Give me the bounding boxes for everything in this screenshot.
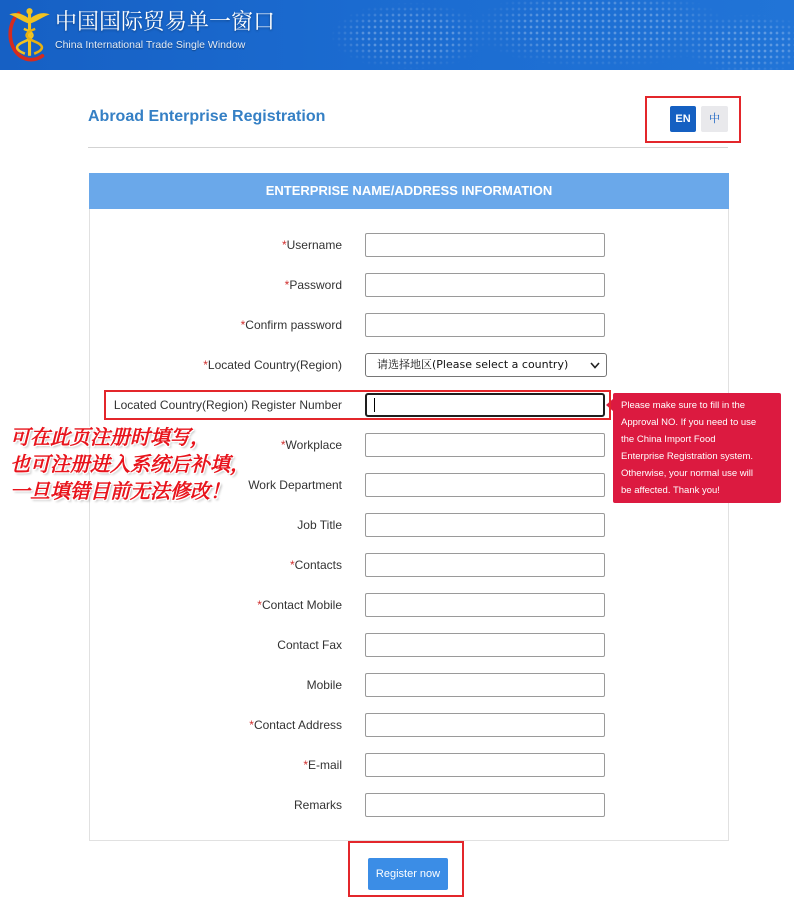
form-row-contact-fax	[89, 633, 729, 657]
tooltip-line: Otherwise, your normal use will	[621, 468, 753, 479]
arrow-left-icon	[606, 399, 613, 411]
form-row-username	[89, 233, 729, 257]
workplace-label-text: Workplace	[285, 438, 342, 452]
form-row-located-country	[89, 353, 729, 377]
required-mark: *	[303, 758, 308, 772]
annotation-line: 一旦填错目前无法修改！	[10, 479, 230, 503]
job-title-label	[89, 513, 342, 537]
title-divider	[88, 147, 728, 148]
contacts-label	[89, 553, 342, 577]
required-mark: *	[289, 558, 295, 572]
country-select-value: 请选择地区(Please select a country)	[377, 358, 569, 371]
password-input[interactable]	[365, 273, 605, 297]
confirm-password-label-text: Confirm password	[245, 318, 342, 332]
annotation-line: 也可注册进入系统后补填，	[10, 452, 250, 476]
contact-address-input[interactable]	[365, 713, 605, 737]
form-row-password	[89, 273, 729, 297]
form-row-email	[89, 753, 729, 777]
mobile-input[interactable]	[365, 673, 605, 697]
contact-fax-input[interactable]	[365, 633, 605, 657]
contacts-input[interactable]	[365, 553, 605, 577]
site-title-en: China International Trade Single Window	[55, 39, 246, 51]
required-mark: *	[281, 238, 287, 252]
register-number-tooltip	[613, 393, 781, 503]
site-header	[0, 0, 794, 70]
contact-mobile-label-text: Contact Mobile	[261, 598, 342, 612]
tooltip-line: the China Import Food	[621, 434, 716, 445]
work-department-input[interactable]	[365, 473, 605, 497]
language-cn-button[interactable]: 中	[701, 106, 728, 132]
required-mark: *	[240, 318, 246, 332]
username-label	[89, 233, 342, 257]
language-en-button[interactable]: EN	[670, 106, 696, 132]
form-row-contact-address	[89, 713, 729, 737]
password-label-text: Password	[289, 278, 342, 292]
contacts-label-text: Contacts	[294, 558, 342, 572]
form-row-contacts	[89, 553, 729, 577]
confirm-password-label	[89, 313, 342, 337]
chevron-down-icon	[590, 362, 600, 369]
required-mark: *	[257, 598, 262, 612]
register-now-button[interactable]: Register now	[368, 858, 448, 890]
contact-mobile-label	[89, 593, 342, 617]
remarks-label-text: Remarks	[293, 798, 342, 812]
country-select[interactable]	[365, 353, 607, 377]
email-label-text: E-mail	[307, 758, 342, 772]
located-country-label	[89, 353, 342, 377]
register-number-label-text: Located Country(Region) Register Number	[113, 398, 342, 412]
form-row-job-title	[89, 513, 729, 537]
annotation-line: 可在此页注册时填写，	[10, 425, 210, 449]
required-mark: *	[280, 438, 286, 452]
username-label-text: Username	[286, 238, 342, 252]
mobile-label-text: Mobile	[306, 678, 342, 692]
register-number-label	[89, 393, 342, 417]
tooltip-line: be affected. Thank you!	[621, 485, 720, 496]
tooltip-line: Enterprise Registration system.	[621, 451, 753, 462]
contact-address-label-text: Contact Address	[253, 718, 342, 732]
form-row-mobile	[89, 673, 729, 697]
section-header: ENTERPRISE NAME/ADDRESS INFORMATION	[89, 173, 729, 209]
work-department-label-text: Work Department	[248, 478, 342, 492]
password-label	[89, 273, 342, 297]
required-mark: *	[284, 278, 290, 292]
contact-fax-label-text: Contact Fax	[277, 638, 342, 652]
tooltip-line: Please make sure to fill in the	[621, 400, 746, 411]
job-title-label-text: Job Title	[297, 518, 342, 532]
required-mark: *	[203, 358, 208, 372]
tooltip-line: Approval NO. If you need to use	[621, 417, 757, 428]
form-row-contact-mobile	[89, 593, 729, 617]
register-number-input[interactable]	[365, 393, 605, 417]
remarks-input[interactable]	[365, 793, 605, 817]
email-label	[89, 753, 342, 777]
annotation-note	[10, 424, 250, 505]
email-input[interactable]	[365, 753, 605, 777]
job-title-input[interactable]	[365, 513, 605, 537]
contact-address-label	[89, 713, 342, 737]
mobile-label	[89, 673, 342, 697]
world-map-pattern	[300, 0, 794, 70]
confirm-password-input[interactable]	[365, 313, 605, 337]
contact-fax-label	[89, 633, 342, 657]
page-title: Abroad Enterprise Registration	[88, 108, 326, 125]
username-input[interactable]	[365, 233, 605, 257]
emblem-icon[interactable]	[6, 4, 52, 62]
required-mark: *	[249, 718, 254, 732]
remarks-label	[89, 793, 342, 817]
text-caret	[374, 398, 375, 412]
form-row-confirm-password	[89, 313, 729, 337]
located-country-label-text: Located Country(Region)	[207, 358, 342, 372]
workplace-input[interactable]	[365, 433, 605, 457]
form-row-remarks	[89, 793, 729, 817]
contact-mobile-input[interactable]	[365, 593, 605, 617]
site-title-cn: 中国国际贸易单一窗口	[55, 10, 276, 35]
